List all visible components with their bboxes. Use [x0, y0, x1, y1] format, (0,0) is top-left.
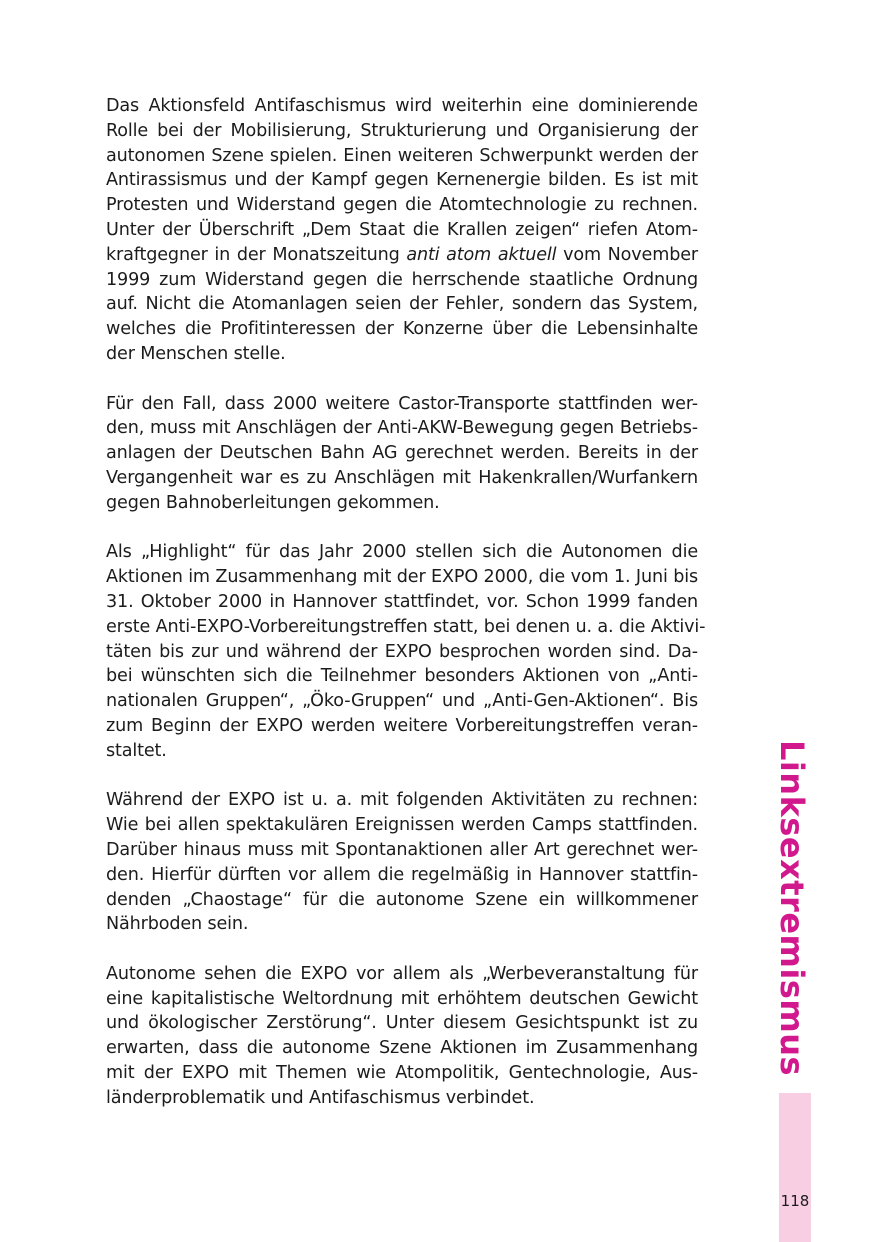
paragraph: [106, 962, 698, 1111]
text-line: autonomen Szene spielen. Einen weiteren Schwerpunkt werden der: [106, 145, 698, 166]
text-line: 1999 zum Widerstand gegen die herrschende staatliche Ordnung: [106, 269, 698, 290]
text-line: Nährboden sein.: [106, 914, 249, 935]
text-line: Wie bei allen spektakulären Ereignissen werden Camps stattfinden.: [106, 815, 698, 836]
section-label-text: Linksextremismus: [773, 739, 811, 1076]
text-line: Für den Fall, dass 2000 weitere Castor-Transporte stattfinden wer-: [106, 393, 698, 414]
text-line: Vergangenheit war es zu Anschlägen mit Hakenkrallen/Wurfankern: [106, 467, 698, 488]
text-line: zum Beginn der EXPO werden weitere Vorbereitungstreffen veran-: [106, 715, 698, 736]
text-line: eine kapitalistische Weltordnung mit erhöhtem deutschen Gewicht: [106, 988, 698, 1009]
text-line: Als „Highlight“ für das Jahr 2000 stellen sich die Autonomen die: [106, 542, 698, 563]
text-line: den, muss mit Anschlägen der Anti-AKW-Bewegung gegen Betriebs-: [106, 418, 698, 439]
page-number: 118: [780, 1192, 810, 1210]
page-tab: [779, 1093, 811, 1242]
text-line: anlagen der Deutschen Bahn AG gerechnet werden. Bereits in der: [106, 443, 698, 464]
text-line: Unter der Überschrift „Dem Staat die Krallen zeigen“ riefen Atom-: [106, 219, 698, 240]
text-line: [106, 243, 698, 268]
text-line: gegen Bahnoberleitungen gekommen.: [106, 492, 440, 513]
text-line: nationalen Gruppen“, „Öko-Gruppen“ und „Anti-Gen-Aktionen“. Bis: [106, 691, 698, 712]
text-line: auf. Nicht die Atomanlagen seien der Fehler, sondern das System,: [106, 294, 698, 315]
text-line: Autonome sehen die EXPO vor allem als „Werbeveranstaltung für: [106, 963, 698, 984]
text-line: der Menschen stelle.: [106, 343, 286, 364]
text-line: Antirassismus und der Kampf gegen Kernenergie bilden. Es ist mit: [106, 170, 698, 191]
text-line: Während der EXPO ist u. a. mit folgenden Aktivitäten zu rechnen:: [106, 790, 698, 811]
section-label: [773, 739, 811, 1076]
text-line: Darüber hinaus muss mit Spontanaktionen aller Art gerechnet wer-: [106, 839, 698, 860]
text-line: Protesten und Widerstand gegen die Atomtechnologie zu rechnen.: [106, 195, 698, 216]
italic-title: anti atom aktuell: [406, 244, 557, 265]
text-line: erste Anti-EXPO-Vorbereitungstreffen statt, bei denen u. a. die Aktivi-: [106, 616, 706, 637]
text-run: kraftgegner in der Monatszeitung: [106, 244, 407, 265]
text-line: länderproblematik und Antifaschismus verbindet.: [106, 1087, 535, 1108]
text-line: und ökologischer Zerstörung“. Unter diesem Gesichtspunkt ist zu: [106, 1013, 698, 1034]
text-line: 31. Oktober 2000 in Hannover stattfindet, vor. Schon 1999 fanden: [106, 591, 698, 612]
text-line: Aktionen im Zusammenhang mit der EXPO 2000, die vom 1. Juni bis: [106, 567, 698, 588]
body-text: [106, 94, 706, 1135]
paragraph: [106, 540, 706, 763]
text-line: Rolle bei der Mobilisierung, Strukturierung und Organisierung der: [106, 120, 698, 141]
text-line: bei wünschten sich die Teilnehmer besonders Aktionen von „Anti-: [106, 666, 698, 687]
text-line: welches die Profitinteressen der Konzerne über die Lebensinhalte: [106, 319, 698, 340]
text-line: denden „Chaostage“ für die autonome Szene ein willkommener: [106, 889, 698, 910]
text-line: erwarten, dass die autonome Szene Aktionen im Zusammenhang: [106, 1038, 698, 1059]
paragraph: [106, 392, 698, 516]
paragraph: [106, 788, 698, 937]
text-line: täten bis zur und während der EXPO besprochen worden sind. Da-: [106, 641, 698, 662]
text-line: den. Hierfür dürften vor allem die regelmäßig in Hannover stattfin-: [106, 864, 698, 885]
text-line: Das Aktionsfeld Antifaschismus wird weiterhin eine dominierende: [106, 96, 698, 116]
paragraph: [106, 94, 698, 367]
text-run: vom November: [556, 244, 698, 265]
text-line: staltet.: [106, 740, 167, 761]
text-line: mit der EXPO mit Themen wie Atompolitik, Gentechnologie, Aus-: [106, 1063, 698, 1084]
